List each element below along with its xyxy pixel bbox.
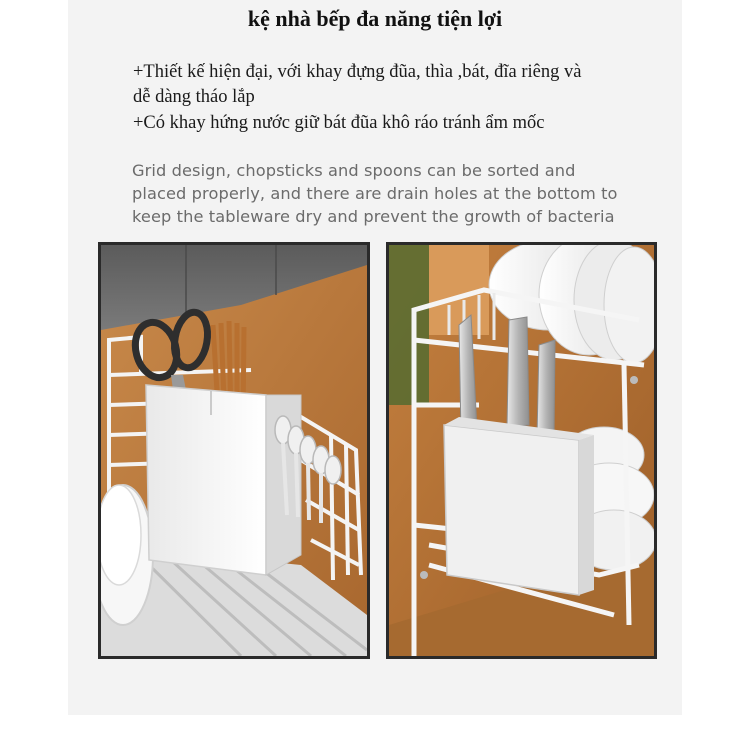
english-line-1: Grid design, chopsticks and spoons can be sorted and <box>132 161 576 180</box>
plant <box>389 245 429 405</box>
vietnamese-line-1: +Thiết kế hiện đại, với khay đựng đũa, thìa ,bát, đĩa riêng và <box>133 62 582 82</box>
knife-block <box>444 425 579 595</box>
page-title: kệ nhà bếp đa năng tiện lợi <box>247 6 503 31</box>
english-line-2: placed properly, and there are drain holes at the bottom to <box>132 184 618 203</box>
utensil-holder-illustration <box>101 245 367 656</box>
vietnamese-line-3: +Có khay hứng nước giữ bát đũa khô ráo tránh ẩm mốc <box>133 113 545 133</box>
vietnamese-line-2: dễ dàng tháo lắp <box>133 87 255 107</box>
knife-holder-photo <box>386 242 657 659</box>
utensil-box <box>146 385 266 575</box>
utensil-holder-photo <box>98 242 370 659</box>
english-line-3: keep the tableware dry and prevent the growth of bacteria <box>132 207 615 226</box>
knife-holder-illustration <box>389 245 654 656</box>
